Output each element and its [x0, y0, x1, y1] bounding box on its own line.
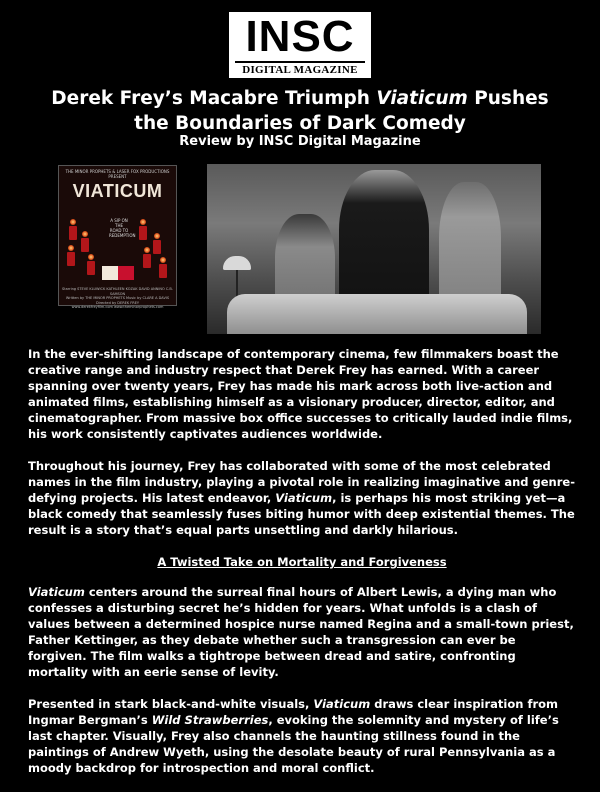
- text-span: , evoking the solemnity and mystery of life’s last chapter. Visually, Frey also channels the haunting stillness found in the paintings of Andrew Wyeth, using the desolate beauty of rural Pennsylvania as a moody backdrop for introspection and moral conflict.: [28, 713, 559, 775]
- film-title: Wild Strawberries: [151, 713, 269, 727]
- poster-urls: www.derekfreyfilm.com www.theminorprophets.com: [71, 305, 164, 309]
- flame-icon: [70, 219, 76, 225]
- flame-icon: [154, 233, 160, 239]
- flame-icon: [68, 245, 74, 251]
- film-title: Viaticum: [313, 697, 371, 711]
- flame-icon: [144, 247, 150, 253]
- candle-icon: [143, 254, 151, 268]
- article-headline: [20, 86, 580, 136]
- headline-prefix: Derek Frey’s Macabre Triumph: [51, 88, 377, 109]
- paragraph-collaborations: [28, 458, 576, 538]
- flame-icon: [88, 254, 94, 260]
- paragraph-visuals: [28, 696, 576, 776]
- candle-icon: [87, 261, 95, 275]
- article-byline: Review by INSC Digital Magazine: [179, 134, 421, 149]
- film-title: Viaticum: [28, 585, 85, 599]
- candle-icon: [139, 226, 147, 240]
- paragraph-synopsis: [28, 584, 576, 680]
- masthead-subtitle: DIGITAL MAGAZINE: [235, 61, 365, 77]
- masthead-logo: [229, 12, 371, 78]
- poster-billing-director: Directed by DEREK FREY: [95, 300, 140, 305]
- lamp-icon: [223, 256, 251, 270]
- candle-icon: [153, 240, 161, 254]
- article-body: [28, 346, 576, 792]
- text-span: draws clear inspiration from Ingmar Bergman’s: [28, 697, 559, 727]
- hospice-bed: [227, 294, 527, 334]
- headline-film-title: Viaticum: [376, 88, 468, 109]
- text-span: , is perhaps his most striking yet—a black comedy that seamlessly fuses biting humor with deep existential themes. The result is a story that’s equal parts unsettling and darkly hilarious.: [28, 491, 575, 537]
- flame-icon: [160, 257, 166, 263]
- candle-icon: [67, 252, 75, 266]
- headline-line2: the Boundaries of Dark Comedy: [134, 113, 466, 134]
- flame-icon: [82, 231, 88, 237]
- headline-suffix: Pushes: [467, 88, 549, 109]
- poster-billing-writer: Written by THE MINOR PROPHETS Music by CLARE A DAVIS: [65, 296, 170, 300]
- candle-icon: [69, 226, 77, 240]
- candle-icon: [81, 238, 89, 252]
- text-span: Throughout his journey, Frey has collaborated with some of the most celebrated names in the film industry, playing a pivotal role in realizing imaginative and genre-defying projects. His latest endeavor,: [28, 459, 575, 505]
- pill-icon: [102, 266, 134, 280]
- movie-poster: [58, 165, 177, 309]
- poster-billing-block: [62, 287, 173, 310]
- section-heading: A Twisted Take on Mortality and Forgiveness: [157, 555, 447, 569]
- poster-tagline: A SIP ON THE ROAD TO REDEMPTION: [109, 218, 136, 238]
- text-span: centers around the surreal final hours of Albert Lewis, a dying man who confesses a disturbing secret he’s hidden for years. What unfolds is a clash of values between a determined hospice nurse named Regina and a small-town priest, Father Kettinger, as they debate whether such a transgression can ever be forgiven. The film walks a tightrope between dread and satire, confronting mortality with an eerie sense of levity.: [28, 585, 574, 679]
- masthead-brand: INSC: [245, 12, 355, 61]
- film-still-image: [207, 164, 541, 334]
- candle-icon: [159, 264, 167, 278]
- poster-billing: Starring STEVE KLUWICK KATHLEEN KOZAK DAVID ANNINO C.B. SAMSON: [62, 287, 173, 296]
- poster-title: VIATICUM: [72, 181, 163, 201]
- flame-icon: [140, 219, 146, 225]
- paragraph-intro: In the ever-shifting landscape of contemporary cinema, few filmmakers boast the creative range and industry respect that Derek Frey has earned. With a career spanning over twenty years, Frey has made his mark across both live-action and animated films, establishing himself as a visionary producer, director, editor, and cinematographer. From massive box office successes to critically lauded indie films, his work consistently captivates audiences worldwide.: [28, 347, 573, 441]
- text-span: Presented in stark black-and-white visuals,: [28, 697, 314, 711]
- film-title: Viaticum: [275, 491, 333, 505]
- poster-top-credit: THE MINOR PROPHETS & LASER FOX PRODUCTIONS PRESENT: [65, 169, 170, 179]
